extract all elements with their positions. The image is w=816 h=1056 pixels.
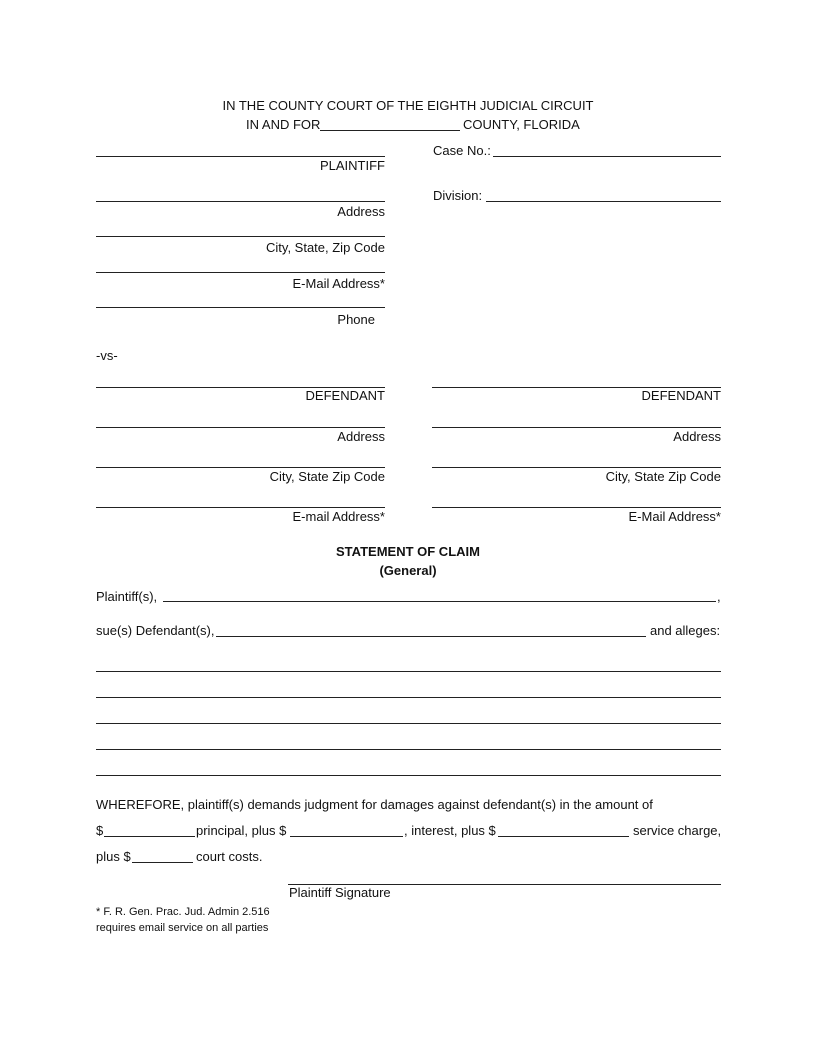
county-field[interactable] bbox=[320, 130, 460, 131]
footnote-line-2: requires email service on all parties bbox=[96, 922, 269, 934]
in-and-for-label: IN AND FOR bbox=[246, 117, 321, 132]
principal-label: principal, plus $ bbox=[196, 823, 287, 838]
statement-subtitle: (General) bbox=[379, 563, 437, 578]
allegation-line[interactable] bbox=[96, 749, 721, 750]
defendant-left-email-field[interactable] bbox=[96, 507, 385, 508]
plaintiff-city-label: City, State, Zip Code bbox=[266, 240, 385, 255]
defendants-field[interactable] bbox=[216, 636, 646, 637]
county-florida-label: COUNTY, FLORIDA bbox=[463, 117, 580, 132]
service-charge-label: service charge, bbox=[633, 823, 722, 838]
interest-field[interactable] bbox=[290, 836, 403, 837]
dollar-sign: $ bbox=[96, 823, 104, 838]
allegation-line[interactable] bbox=[96, 697, 721, 698]
defendant-right-address-field[interactable] bbox=[432, 427, 721, 428]
defendant-left-address-field[interactable] bbox=[96, 427, 385, 428]
interest-label: , interest, plus $ bbox=[404, 823, 496, 838]
defendant-right-email-field[interactable] bbox=[432, 507, 721, 508]
court-costs-label: court costs. bbox=[196, 849, 263, 864]
plaintiff-label: PLAINTIFF bbox=[319, 158, 385, 173]
sues-label: sue(s) Defendant(s), bbox=[96, 623, 215, 638]
plaintiff-address-field[interactable] bbox=[96, 201, 385, 202]
plus-label: plus $ bbox=[96, 849, 131, 864]
plaintiffs-comma: , bbox=[717, 589, 721, 604]
court-title: IN THE COUNTY COURT OF THE EIGHTH JUDICIAL CIRCUIT bbox=[222, 98, 594, 113]
plaintiff-email-label: E-Mail Address* bbox=[292, 276, 385, 291]
plaintiff-address-label: Address bbox=[337, 204, 385, 219]
plaintiffs-label: Plaintiff(s), bbox=[96, 589, 158, 604]
alleges-label: and alleges: bbox=[650, 623, 721, 638]
plaintiff-phone-label: Phone bbox=[337, 312, 375, 327]
plaintiff-name-field[interactable] bbox=[96, 156, 385, 157]
principal-field[interactable] bbox=[104, 836, 195, 837]
vs-label: -vs- bbox=[96, 348, 118, 363]
allegation-line[interactable] bbox=[96, 775, 721, 776]
division-field[interactable] bbox=[486, 201, 721, 202]
defendant-left-address-label: Address bbox=[337, 429, 385, 444]
plaintiffs-field[interactable] bbox=[163, 601, 716, 602]
defendant-left-city-label: City, State Zip Code bbox=[269, 469, 385, 484]
statement-title: STATEMENT OF CLAIM bbox=[336, 544, 480, 559]
defendant-left-email-label: E-mail Address* bbox=[292, 509, 385, 524]
case-no-field[interactable] bbox=[493, 156, 721, 157]
wherefore-text: WHEREFORE, plaintiff(s) demands judgment for damages against defendant(s) in the amount of bbox=[96, 797, 653, 812]
plaintiff-email-field[interactable] bbox=[96, 272, 385, 273]
footnote-line-1: * F. R. Gen. Prac. Jud. Admin 2.516 bbox=[96, 906, 270, 918]
plaintiff-city-field[interactable] bbox=[96, 236, 385, 237]
division-label: Division: bbox=[433, 188, 483, 203]
service-charge-field[interactable] bbox=[498, 836, 629, 837]
allegation-line[interactable] bbox=[96, 723, 721, 724]
defendant-left-city-field[interactable] bbox=[96, 467, 385, 468]
plaintiff-phone-field[interactable] bbox=[96, 307, 385, 308]
case-no-label: Case No.: bbox=[433, 143, 491, 158]
defendant-right-email-label: E-Mail Address* bbox=[628, 509, 721, 524]
allegation-line[interactable] bbox=[96, 671, 721, 672]
defendant-right-city-label: City, State Zip Code bbox=[605, 469, 721, 484]
court-costs-field[interactable] bbox=[132, 862, 193, 863]
defendant-left-label: DEFENDANT bbox=[305, 388, 385, 403]
defendant-right-city-field[interactable] bbox=[432, 467, 721, 468]
defendant-right-label: DEFENDANT bbox=[641, 388, 721, 403]
defendant-right-address-label: Address bbox=[673, 429, 721, 444]
signature-label: Plaintiff Signature bbox=[289, 885, 391, 900]
